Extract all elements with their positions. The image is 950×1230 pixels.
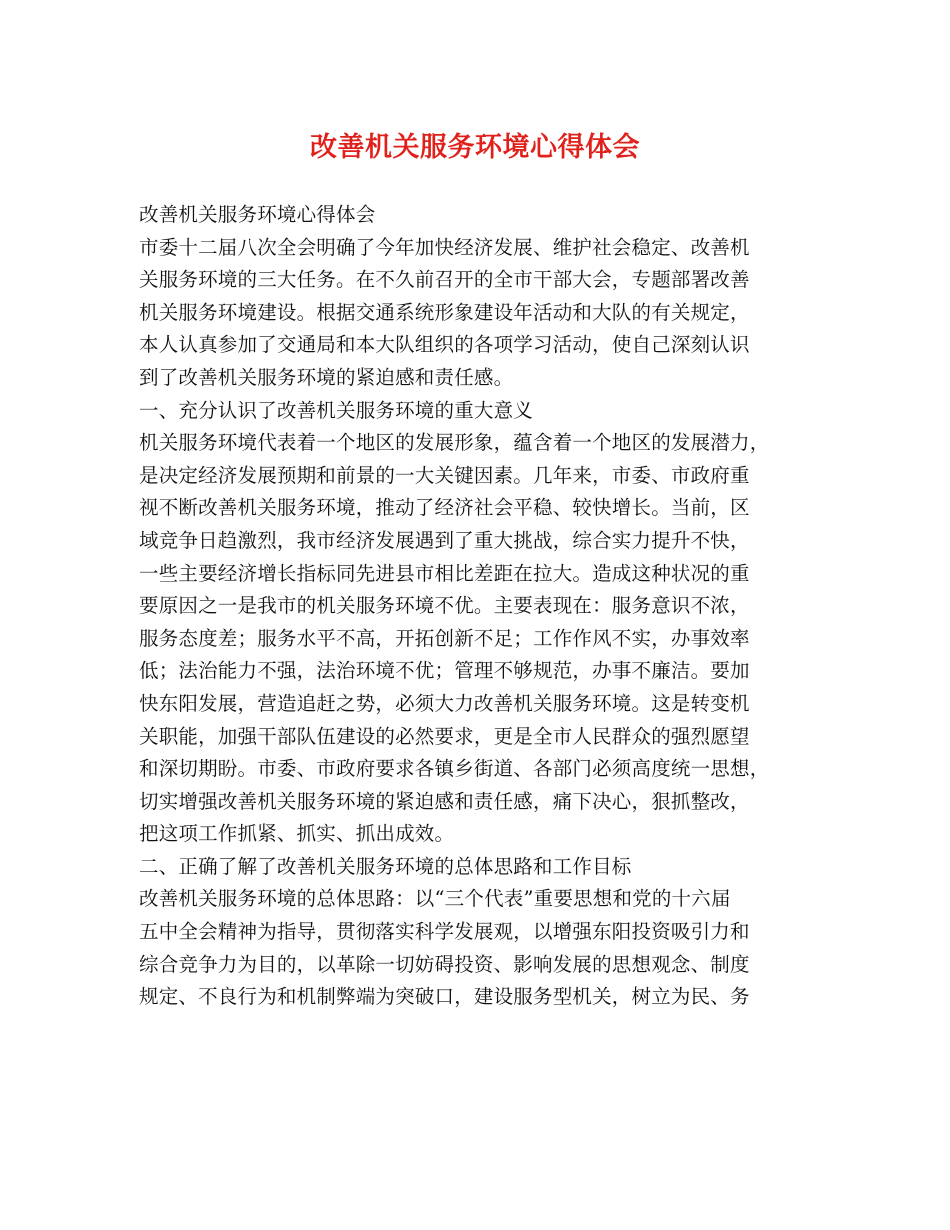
text-line: 关服务环境的三大任务。在不久前召开的全市干部大会，专题部署改善	[139, 268, 750, 292]
section-heading: 一、充分认识了改善机关服务环境的重大意义	[139, 398, 534, 422]
text-line: 规定、不良行为和机制弊端为突破口，建设服务型机关，树立为民、务	[139, 985, 750, 1009]
text-line: 到了改善机关服务环境的紧迫感和责任感。	[139, 365, 514, 389]
text-line: 切实增强改善机关服务环境的紧迫感和责任感，痛下决心，狠抓整改，	[139, 789, 750, 813]
text-line: 是决定经济发展预期和前景的一大关键因素。几年来，市委、市政府重	[139, 463, 750, 487]
section-heading: 二、正确了解了改善机关服务环境的总体思路和工作目标	[139, 854, 632, 878]
document-body	[139, 199, 819, 1014]
text-line: 服务态度差；服务水平不高，开拓创新不足；工作作风不实，办事效率	[139, 626, 750, 650]
text-line: 要原因之一是我市的机关服务环境不优。主要表现在：服务意识不浓，	[139, 594, 750, 618]
text-line: 本人认真参加了交通局和本大队组织的各项学习活动，使自己深刻认识	[139, 333, 750, 357]
text-line: 机关服务环境代表着一个地区的发展形象，蕴含着一个地区的发展潜力，	[139, 431, 770, 455]
text-line: 改善机关服务环境的总体思路：以“三个代表”重要思想和党的十六届	[139, 887, 731, 911]
text-line: 改善机关服务环境心得体会	[139, 203, 376, 226]
text-line: 机关服务环境建设。根据交通系统形象建设年活动和大队的有关规定，	[139, 300, 750, 324]
text-line: 综合竞争力为目的，以革除一切妨碍投资、影响发展的思想观念、制度	[139, 952, 750, 976]
text-line: 快东阳发展，营造追赶之势，必须大力改善机关服务环境。这是转变机	[139, 691, 750, 715]
text-line: 关职能，加强干部队伍建设的必然要求，更是全市人民群众的强烈愿望	[139, 724, 750, 748]
document-title: 改善机关服务环境心得体会	[310, 132, 640, 163]
text-line: 和深切期盼。市委、市政府要求各镇乡街道、各部门必须高度统一思想，	[139, 757, 770, 781]
text-line: 市委十二届八次全会明确了今年加快经济发展、维护社会稳定、改善机	[139, 235, 750, 259]
text-line: 把这项工作抓紧、抓实、抓出成效。	[139, 822, 455, 846]
text-line: 视不断改善机关服务环境，推动了经济社会平稳、较快增长。当前，区	[139, 496, 750, 520]
text-line: 一些主要经济增长指标同先进县市相比差距在拉大。造成这种状况的重	[139, 561, 750, 585]
text-line: 低；法治能力不强，法治环境不优；管理不够规范，办事不廉洁。要加	[139, 659, 750, 683]
text-line: 域竞争日趋激烈，我市经济发展遇到了重大挑战，综合实力提升不快，	[139, 528, 750, 552]
text-line: 五中全会精神为指导，贯彻落实科学发展观，以增强东阳投资吸引力和	[139, 920, 750, 944]
